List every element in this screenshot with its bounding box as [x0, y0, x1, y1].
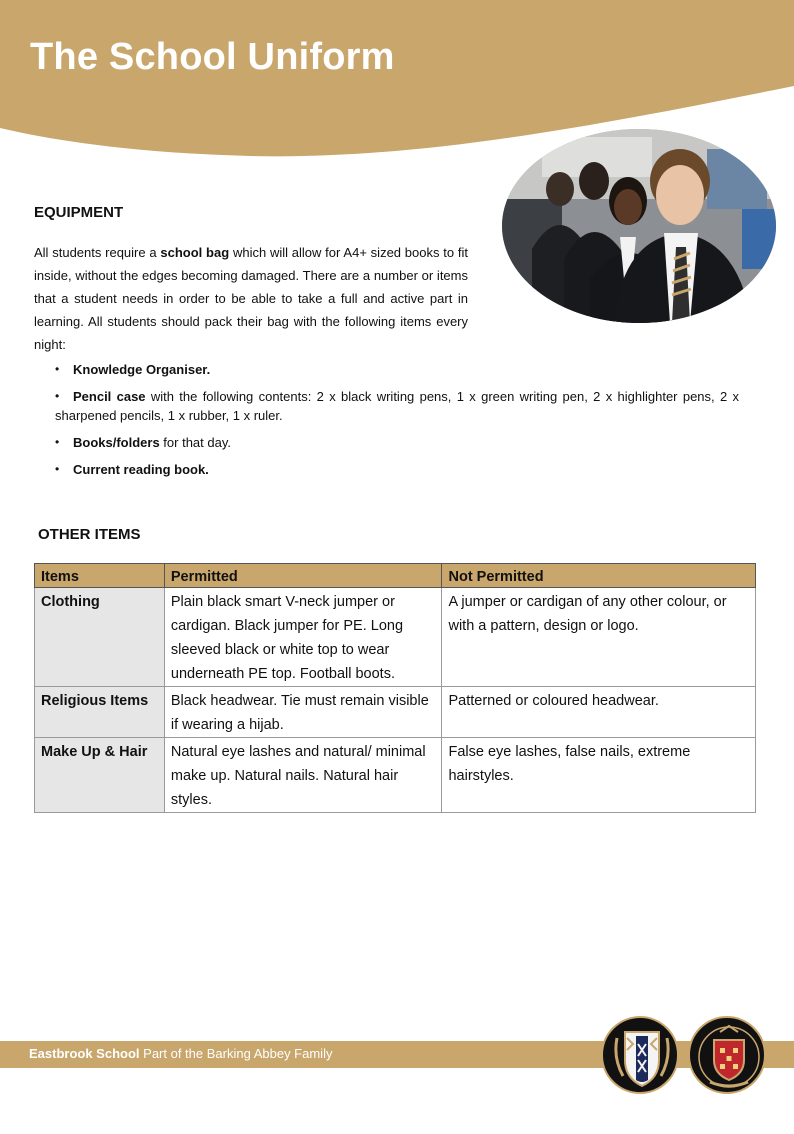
- list-item-rest: with the following contents: 2 x black writing pens, 1 x green writing pen, 2 x highlighter pens, 2 x sharpened pencils, 1 x rubber, 1 x ruler.: [55, 389, 740, 423]
- row-not-permitted: False eye lashes, false nails, extreme hairstyles.: [442, 738, 756, 813]
- students-photo: [502, 129, 776, 323]
- row-permitted: Black headwear. Tie must remain visible if wearing a hijab.: [164, 687, 442, 738]
- other-items-table: [34, 563, 756, 813]
- list-item-bold: Books/folders: [73, 435, 160, 450]
- row-item-label: Religious Items: [35, 687, 165, 738]
- list-item-bold: Current reading book.: [73, 462, 209, 477]
- table-header-row: [35, 564, 756, 588]
- footer-text: [29, 1046, 332, 1061]
- equipment-intro: [34, 241, 468, 356]
- list-item-bold: Knowledge Organiser.: [73, 362, 211, 377]
- table-row: [35, 738, 756, 813]
- bullet-icon: •: [55, 362, 60, 376]
- list-item: [55, 460, 739, 479]
- row-not-permitted: Patterned or coloured headwear.: [442, 687, 756, 738]
- intro-school-bag: school bag: [160, 245, 230, 260]
- bullet-icon: •: [55, 462, 60, 476]
- column-header-permitted: Permitted: [164, 564, 442, 588]
- column-header-not-permitted: Not Permitted: [442, 564, 756, 588]
- footer-family-text: Part of the Barking Abbey Family: [139, 1046, 333, 1061]
- intro-text-end: which will allow for A4+ sized books to fit inside, without the edges becoming damaged. There are a number or items that a student needs in order to be able to take a full and active part in learning. All students should pack their bag with the following items every night:: [34, 245, 468, 352]
- list-item: [55, 387, 739, 425]
- equipment-list: [55, 360, 739, 487]
- eastbrook-crest-icon: [601, 1016, 679, 1094]
- row-not-permitted: A jumper or cardigan of any other colour, or with a pattern, design or logo.: [442, 588, 756, 687]
- other-items-heading: OTHER ITEMS: [38, 526, 141, 543]
- column-header-items: Items: [35, 564, 165, 588]
- bullet-icon: •: [55, 435, 60, 449]
- list-item: [55, 360, 739, 379]
- table-row: [35, 687, 756, 738]
- intro-text-start: All students require a: [34, 245, 161, 260]
- barking-abbey-crest-icon: [688, 1016, 766, 1094]
- row-item-label: Clothing: [35, 588, 165, 687]
- equipment-heading: EQUIPMENT: [34, 204, 124, 221]
- footer-school-name: Eastbrook School: [29, 1046, 140, 1061]
- row-permitted: Plain black smart V-neck jumper or cardigan. Black jumper for PE. Long sleeved black or white top to wear underneath PE top. Football boots.: [164, 588, 442, 687]
- list-item-rest: for that day.: [159, 435, 231, 450]
- list-item-bold: Pencil case: [73, 389, 146, 404]
- table-row: [35, 588, 756, 687]
- page-title: The School Uniform: [30, 36, 395, 78]
- row-item-label: Make Up & Hair: [35, 738, 165, 813]
- bullet-icon: •: [55, 389, 60, 403]
- list-item: [55, 433, 739, 452]
- row-permitted: Natural eye lashes and natural/ minimal make up. Natural nails. Natural hair styles.: [164, 738, 442, 813]
